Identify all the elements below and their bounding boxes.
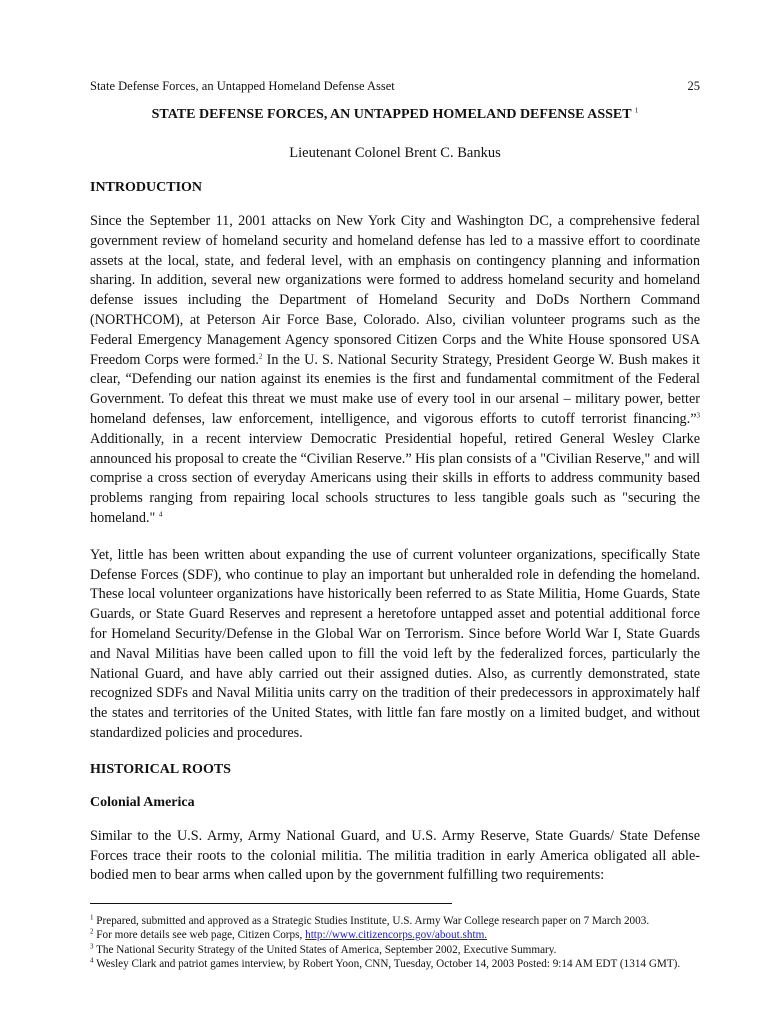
footnote-ref-4[interactable]: 4: [158, 510, 163, 519]
introduction-paragraph-1: [90, 212, 700, 529]
footnote-3-text: The National Security Strategy of the United States of America, September 2002, Executive Summary.: [93, 943, 557, 956]
footnote-1-number: 1: [90, 913, 94, 922]
footnote-1-text: Prepared, submitted and approved as a Strategic Studies Institute, U.S. Army War College research paper on 7 March 2003.: [93, 915, 650, 928]
introduction-paragraph-2: Yet, little has been written about expanding the use of current volunteer organizations, specifically State Defense Forces (SDF), who continue to play an important but unheralded role in defending the homeland. These local volunteer organizations have historically been referred to as State Militia, Home Guards, State Guards, or State Guard Reserves and represent a heretofore untapped asset and potential additional force for Homeland Security/Defense in the Global War on Terrorism. Since before World War I, State Guards and Naval Militias have been called upon to fill the void left by the federalized forces, particularly the National Guard, and have ably carried out their assigned duties. Also, as currently demonstrated, state recognized SDFs and Naval Militia units carry on the tradition of their predecessors in approximately half the states and territories of the United States, with little fan fare mostly on a limited budget, and without standardized policies and procedures.: [90, 546, 700, 741]
footnote-3: [90, 943, 700, 957]
footnote-1: [90, 914, 700, 928]
footnote-2: [90, 928, 700, 942]
footnote-3-number: 3: [90, 941, 94, 950]
footnote-ref-3[interactable]: 3: [696, 411, 700, 420]
footnote-ref-1[interactable]: 1: [634, 106, 639, 115]
historical-paragraph-1: Similar to the U.S. Army, Army National Guard, and U.S. Army Reserve, State Guards/ State Defense Forces trace their roots to the colonial militia. The militia tradition in early America obligated all able-bodied men to bear arms when called upon by the government fulfilling two requirements:: [90, 827, 700, 884]
citizen-corps-link[interactable]: http://www.citizencorps.gov/about.shtm.: [305, 929, 488, 942]
section-heading-introduction: INTRODUCTION: [90, 180, 203, 195]
subsection-heading-colonial-america: Colonial America: [90, 794, 195, 810]
footnote-2-number: 2: [90, 927, 94, 936]
footnote-divider: [90, 903, 452, 904]
paper-title: [90, 106, 700, 124]
intro-p1-part-a: Since the September 11, 2001 attacks on New York City and Washington DC, a comprehensive federal government review of homeland security and homeland defense has led to a massive effort to coordinate assets at the local, state, and federal level, with an emphasis on contingency planning and information sharing. In addition, several new organizations were formed to address homeland security and homeland defense issues including the Department of Homeland Security and DoDs Northern Command (NORTHCOM), at Peterson Air Force Base, Colorado. Also, civilian volunteer programs such as the Federal Emergency Management Agency sponsored Citizen Corps and the White House sponsored USA Freedom Corps were formed.: [90, 213, 700, 368]
footnotes: [90, 914, 700, 971]
footnote-4: [90, 957, 700, 971]
footnote-ref-2[interactable]: 2: [258, 351, 263, 360]
intro-p1-part-c: Additionally, in a recent interview Democratic Presidential hopeful, retired General Wesley Clarke announced his proposal to create the “Civilian Reserve.” His plan consists of a "Civilian Reserve," and will comprise a cross section of everyday Americans using their skills in efforts to address community based problems ranging from repairing local schools structures to less tangible goals such as "securing the homeland.": [90, 430, 700, 526]
section-heading-historical-roots: HISTORICAL ROOTS: [90, 761, 231, 777]
intro-p1-part-b: In the U. S. National Security Strategy, President George W. Bush makes it clear, “Defending our nation against its enemies is the first and fundamental commitment of the Federal Government. To defeat this threat we must make use of every tool in our arsenal – military power, better homeland defenses, law enforcement, intelligence, and vigorous efforts to cutoff terrorist financing.”: [90, 351, 700, 427]
paper-title-text: STATE DEFENSE FORCES, AN UNTAPPED HOMELAND DEFENSE ASSET: [151, 107, 632, 122]
footnote-4-text: Wesley Clark and patriot games interview, by Robert Yoon, CNN, Tuesday, October 14, 2003 Posted: 9:14 AM EDT (1314 GMT).: [93, 958, 681, 970]
author-line: Lieutenant Colonel Brent C. Bankus: [289, 145, 501, 161]
footnote-2-text: For more details see web page, Citizen Corps,: [93, 929, 306, 942]
footnote-4-number: 4: [90, 956, 94, 965]
running-header: [90, 78, 700, 94]
running-title: State Defense Forces, an Untapped Homeland Defense Asset: [90, 79, 395, 93]
page-number: 25: [687, 79, 700, 93]
